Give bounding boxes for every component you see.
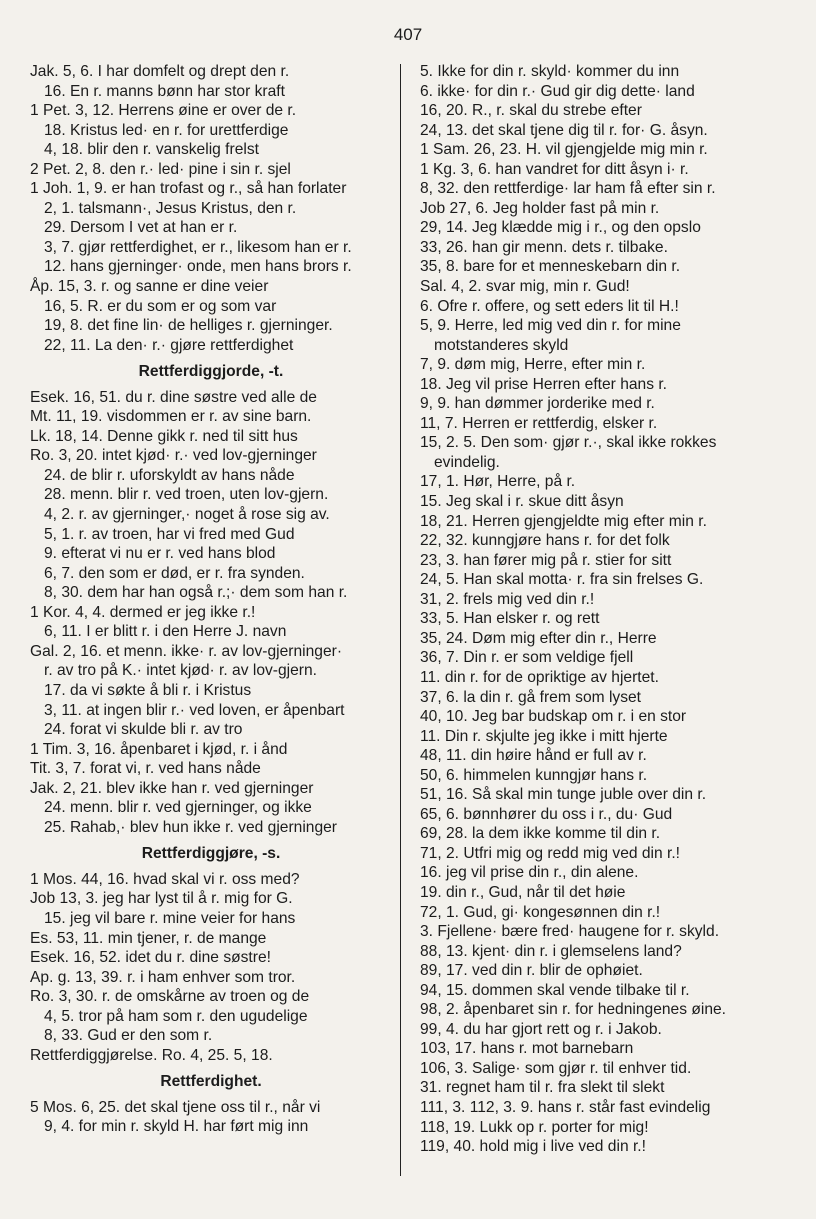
concordance-line: 89, 17. ved din r. blir de ophøiet. xyxy=(420,962,643,980)
concordance-line: Gal. 2, 16. et menn. ikke· r. av lov-gjerninger· xyxy=(30,642,343,660)
concordance-line: 40, 10. Jeg bar budskap om r. i en stor xyxy=(420,708,687,726)
right-entries-block xyxy=(420,62,790,1157)
concordance-line: 29, 14. Jeg klædde mig i r., og den opslo xyxy=(420,219,701,237)
concordance-line: 1 Kor. 4, 4. dermed er jeg ikke r.! xyxy=(30,603,256,621)
concordance-line: 5. Ikke for din r. skyld· kommer du inn xyxy=(420,63,680,80)
concordance-line: 11, 7. Herren er rettferdig, elsker r. xyxy=(420,414,658,432)
concordance-line: Ap. g. 13, 39. r. i ham enhver som tror. xyxy=(30,968,296,986)
left-entries-block-2 xyxy=(30,388,392,838)
concordance-line: 24, 13. det skal tjene dig til r. for· G. åsyn. xyxy=(420,121,708,139)
concordance-line: 72, 1. Gud, gi· kongesønnen din r.! xyxy=(420,903,661,921)
concordance-line: Rettferdiggjørelse. Ro. 4, 25. 5, 18. xyxy=(30,1046,273,1064)
concordance-line: 4, 5. tror på ham som r. den ugudelige xyxy=(44,1007,308,1025)
concordance-line: 22, 11. La den· r.· gjøre rettferdighet xyxy=(44,336,294,354)
concordance-line: 1 Tim. 3, 16. åpenbaret i kjød, r. i ånd xyxy=(30,740,288,758)
concordance-line: Tit. 3, 7. forat vi, r. ved hans nåde xyxy=(30,760,261,778)
concordance-line: 4, 18. blir den r. vanskelig frelst xyxy=(44,141,259,159)
concordance-line: 11. Din r. skjulte jeg ikke i mitt hjerte xyxy=(420,727,668,745)
concordance-line: 35, 8. bare for et menneskebarn din r. xyxy=(420,258,681,276)
concordance-line: 16. En r. manns bønn har stor kraft xyxy=(44,82,285,100)
concordance-line: 8, 32. den rettferdige· lar ham få efter sin r. xyxy=(420,180,716,198)
concordance-line: 3, 11. at ingen blir r.· ved loven, er åpenbart xyxy=(44,701,345,719)
concordance-line: Job 27, 6. Jeg holder fast på min r. xyxy=(420,199,660,217)
concordance-line: 19, 8. det fine lin· de helliges r. gjerninger. xyxy=(44,317,333,335)
concordance-line: 31, 2. frels mig ved din r.! xyxy=(420,590,595,608)
concordance-line: 16, 5. R. er du som er og som var xyxy=(44,297,277,315)
concordance-line: 36, 7. Din r. er som veldige fjell xyxy=(420,649,634,667)
left-entries-block-1 xyxy=(30,62,392,355)
concordance-line: 6, 7. den som er død, er r. fra synden. xyxy=(44,564,305,582)
concordance-line: 24. menn. blir r. ved gjerninger, og ikke xyxy=(44,799,312,817)
concordance-line: Job 13, 3. jeg har lyst til å r. mig for G. xyxy=(30,890,293,908)
concordance-line: 24. forat vi skulde bli r. av tro xyxy=(44,721,243,739)
right-column xyxy=(420,62,790,1157)
concordance-line: 98, 2. åpenbaret sin r. for hedningenes øine. xyxy=(420,1001,727,1019)
concordance-line: 94, 15. dommen skal vende tilbake til r. xyxy=(420,981,690,999)
concordance-line: 2 Pet. 2, 8. den r.· led· pine i sin r. sjel xyxy=(30,160,291,178)
concordance-line: 15, 2. 5. Den som· gjør r.·, skal ikke rokkes xyxy=(420,434,717,452)
concordance-line: 71, 2. Utfri mig og redd mig ved din r.! xyxy=(420,844,681,862)
concordance-line: 3. Fjellene· bære fred· haugene for r. skyld. xyxy=(420,923,720,941)
concordance-line: Sal. 4, 2. svar mig, min r. Gud! xyxy=(420,278,630,296)
concordance-line: 18. Jeg vil prise Herren efter hans r. xyxy=(420,375,668,393)
concordance-line: 51, 16. Så skal min tunge juble over din r. xyxy=(420,786,707,804)
concordance-line: 18. Kristus led· en r. for urettferdige xyxy=(44,121,289,139)
concordance-line: 6, 11. I er blitt r. i den Herre J. navn xyxy=(44,623,287,641)
concordance-line: Åp. 15, 3. r. og sanne er dine veier xyxy=(30,278,269,296)
concordance-line: 5 Mos. 6, 25. det skal tjene oss til r., når vi xyxy=(30,1098,321,1116)
column-divider xyxy=(400,64,401,1176)
section-heading-rettferdighet: Rettferdighet. xyxy=(160,1073,262,1091)
concordance-line: 24, 5. Han skal motta· r. fra sin frelses G. xyxy=(420,571,704,589)
page-number: 407 xyxy=(393,25,423,44)
section-heading-rettferdiggjore: Rettferdiggjøre, -s. xyxy=(141,845,281,863)
left-entries-block-4 xyxy=(30,1098,392,1137)
concordance-line: 99, 4. du har gjort rett og r. i Jakob. xyxy=(420,1020,662,1038)
concordance-line: 24. de blir r. uforskyldt av hans nåde xyxy=(44,466,295,484)
concordance-line: 69, 28. la dem ikke komme til din r. xyxy=(420,825,661,843)
concordance-line: 1 Joh. 1, 9. er han trofast og r., så han forlater xyxy=(30,180,347,198)
concordance-line: 119, 40. hold mig i live ved din r.! xyxy=(420,1138,646,1156)
concordance-line: 28. menn. blir r. ved troen, uten lov-gjern. xyxy=(44,486,329,504)
concordance-line: 106, 3. Salige· som gjør r. til enhver tid. xyxy=(420,1059,692,1077)
concordance-line: 1 Mos. 44, 16. hvad skal vi r. oss med? xyxy=(30,870,300,888)
concordance-line: 23, 3. han fører mig på r. stier for sitt xyxy=(420,551,672,569)
concordance-line: 15. jeg vil bare r. mine veier for hans xyxy=(44,909,296,927)
concordance-line: r. av tro på K.· intet kjød· r. av lov-gjern. xyxy=(44,662,317,680)
concordance-line: 118, 19. Lukk op r. porter for mig! xyxy=(420,1118,649,1136)
concordance-line: 31. regnet ham til r. fra slekt til slekt xyxy=(420,1079,665,1097)
concordance-line: Jak. 5, 6. I har domfelt og drept den r. xyxy=(30,63,290,80)
concordance-line: 15. Jeg skal i r. skue ditt åsyn xyxy=(420,493,624,511)
concordance-line: 29. Dersom I vet at han er r. xyxy=(44,219,238,237)
concordance-line: Esek. 16, 51. du r. dine søstre ved alle de xyxy=(30,388,317,406)
concordance-line: 2, 1. talsmann·, Jesus Kristus, den r. xyxy=(44,199,297,217)
concordance-line: 35, 24. Døm mig efter din r., Herre xyxy=(420,629,657,647)
concordance-line: 8, 30. dem har han også r.;· dem som han r. xyxy=(44,584,348,602)
concordance-line: 50, 6. himmelen kunngjør hans r. xyxy=(420,766,648,784)
concordance-line: 5, 1. r. av troen, har vi fred med Gud xyxy=(44,525,295,543)
concordance-line: 17, 1. Hør, Herre, på r. xyxy=(420,473,576,491)
concordance-line: 11. din r. for de opriktige av hjertet. xyxy=(420,668,659,686)
concordance-line: 9, 9. han dømmer jorderike med r. xyxy=(420,395,655,413)
concordance-line: 22, 32. kunngjøre hans r. for det folk xyxy=(420,532,670,550)
concordance-line: 12. hans gjerninger· onde, men hans brors r. xyxy=(44,258,352,276)
concordance-line: evindelig. xyxy=(434,453,500,471)
left-entries-block-3 xyxy=(30,870,392,1065)
concordance-line: 1 Sam. 26, 23. H. vil gjengjelde mig min r. xyxy=(420,141,708,159)
concordance-line: 19. din r., Gud, når til det høie xyxy=(420,883,626,901)
concordance-line: 103, 17. hans r. mot barnebarn xyxy=(420,1040,634,1058)
concordance-line: 5, 9. Herre, led mig ved din r. for mine xyxy=(420,317,681,335)
concordance-line: 6. Ofre r. offere, og sett eders lit til H.! xyxy=(420,297,679,315)
concordance-line: motstanderes skyld xyxy=(434,336,569,354)
concordance-line: Es. 53, 11. min tjener, r. de mange xyxy=(30,929,267,947)
concordance-line: 37, 6. la din r. gå frem som lyset xyxy=(420,688,642,706)
concordance-line: 111, 3. 112, 3. 9. hans r. står fast evindelig xyxy=(420,1098,711,1116)
concordance-line: 9. efterat vi nu er r. ved hans blod xyxy=(44,545,276,563)
concordance-line: 16, 20. R., r. skal du strebe efter xyxy=(420,102,642,120)
concordance-line: 1 Kg. 3, 6. han vandret for ditt åsyn i· r. xyxy=(420,160,689,178)
concordance-line: Ro. 3, 30. r. de omskårne av troen og de xyxy=(30,988,310,1006)
left-column xyxy=(30,62,392,1137)
concordance-line: Ro. 3, 20. intet kjød· r.· ved lov-gjerninger xyxy=(30,447,317,465)
concordance-line: 7, 9. døm mig, Herre, efter min r. xyxy=(420,356,646,374)
section-heading-rettferdiggjorde: Rettferdiggjorde, -t. xyxy=(138,363,284,381)
concordance-line: 16. jeg vil prise din r., din alene. xyxy=(420,864,639,882)
concordance-line: 8, 33. Gud er den som r. xyxy=(44,1027,213,1045)
concordance-line: 18, 21. Herren gjengjeldte mig efter min r. xyxy=(420,512,707,530)
concordance-line: Jak. 2, 21. blev ikke han r. ved gjerninger xyxy=(30,779,314,797)
concordance-line: 88, 13. kjent· din r. i glemselens land? xyxy=(420,942,682,960)
concordance-line: Lk. 18, 14. Denne gikk r. ned til sitt hus xyxy=(30,427,298,445)
concordance-line: 1 Pet. 3, 12. Herrens øine er over de r. xyxy=(30,102,297,120)
concordance-line: 6. ikke· for din r.· Gud gir dig dette· land xyxy=(420,82,695,100)
concordance-line: 17. da vi søkte å bli r. i Kristus xyxy=(44,681,252,699)
concordance-line: 48, 11. din høire hånd er full av r. xyxy=(420,747,647,765)
concordance-line: Esek. 16, 52. idet du r. dine søstre! xyxy=(30,949,271,967)
concordance-line: 4, 2. r. av gjerninger,· noget å rose sig av. xyxy=(44,506,330,524)
concordance-line: 9, 4. for min r. skyld H. har ført mig inn xyxy=(44,1118,309,1136)
concordance-line: 33, 26. han gir menn. dets r. tilbake. xyxy=(420,238,668,256)
concordance-line: 25. Rahab,· blev hun ikke r. ved gjerninger xyxy=(44,818,337,836)
concordance-line: 65, 6. bønnhører du oss i r., du· Gud xyxy=(420,805,673,823)
concordance-line: 33, 5. Han elsker r. og rett xyxy=(420,610,600,628)
concordance-line: Mt. 11, 19. visdommen er r. av sine barn. xyxy=(30,408,312,426)
concordance-line: 3, 7. gjør rettferdighet, er r., likesom han er r. xyxy=(44,238,352,256)
